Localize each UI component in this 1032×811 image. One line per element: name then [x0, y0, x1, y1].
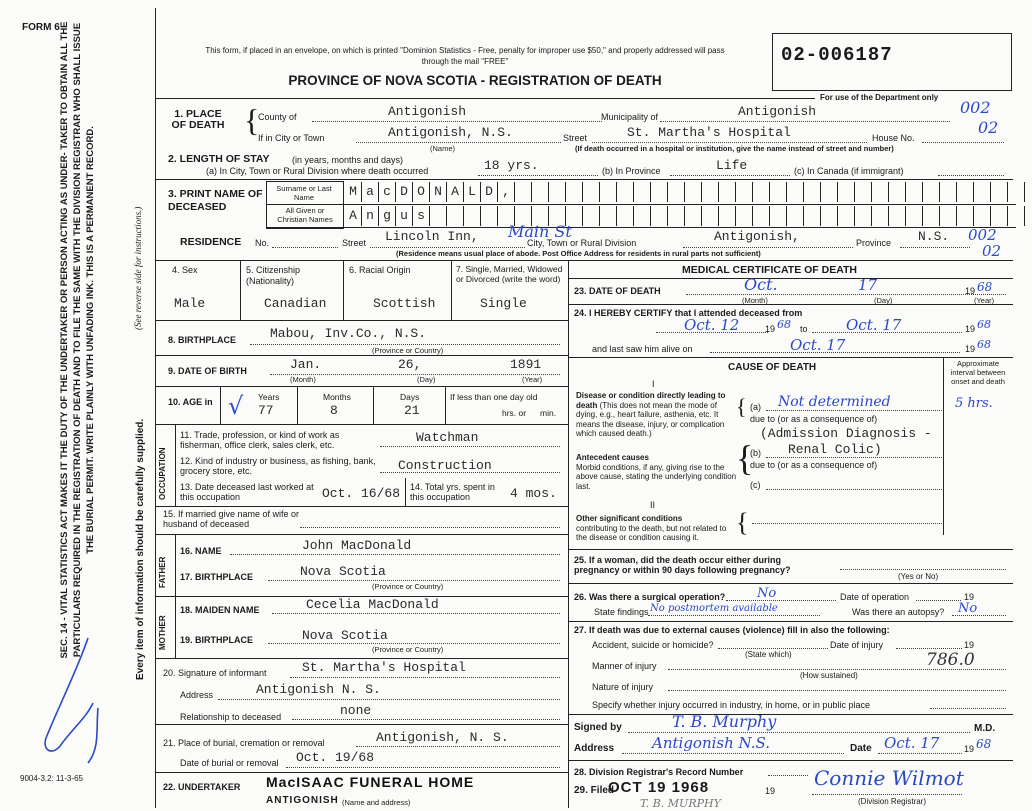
last-saw-prefix: 19: [965, 344, 976, 354]
mother-birthplace-value: Nova Scotia: [302, 628, 388, 643]
antecedent-desc: Antecedent causes Morbid conditions, if any, giving rise to the above cause, stating the underlying condition last.: [576, 453, 737, 491]
nature-label: Nature of injury: [592, 682, 654, 692]
given-letter-box: g: [379, 206, 396, 226]
days-label: Days: [400, 392, 420, 402]
dept-code-4: 02: [982, 242, 1002, 260]
informant-label: 20. Signature of informant: [163, 668, 267, 678]
city-label: If in City or Town: [258, 133, 325, 143]
surname-letter-box: [600, 182, 617, 202]
surname-letter-box: [923, 182, 940, 202]
min-label: min.: [540, 408, 557, 418]
surname-letter-box: [634, 182, 651, 202]
cause-a-value: Not determined: [778, 394, 891, 410]
given-letter-box: [872, 206, 889, 226]
given-letter-box: [430, 206, 447, 226]
informant-address-label: Address: [180, 690, 214, 700]
dob-month-label: (Month): [290, 375, 316, 384]
signed-label: Signed by: [574, 722, 622, 733]
racial-label: 6. Racial Origin: [349, 265, 411, 275]
autopsy-label: Was there an autopsy?: [852, 607, 945, 617]
consequence-a-label: due to (or as a consequence of): [750, 414, 878, 424]
surname-letter-box: D: [396, 182, 413, 202]
cause-c-label: (c): [750, 480, 761, 490]
specify-label: Specify whether injury occurred in industry, in home, or in public place: [592, 700, 870, 710]
given-letter-box: [957, 206, 974, 226]
other-desc: Other significant conditions contributing to the death, but not related to the disease or condition causing it.: [576, 514, 727, 542]
municipality-value: Antigonish: [738, 104, 817, 119]
father-birthplace-label: 17. BIRTHPLACE: [180, 572, 254, 582]
surname-letter-box: D: [481, 182, 498, 202]
mother-birthplace-label: 19. BIRTHPLACE: [180, 635, 254, 645]
surname-letter-box: [974, 182, 991, 202]
hrs-label: hrs. or: [502, 408, 527, 418]
given-letter-box: [685, 206, 702, 226]
trade-label: 11. Trade, profession, or kind of work as fisherman, office clerk, sales clerk, etc.: [180, 430, 340, 450]
surname-letter-box: [702, 182, 719, 202]
surname-letter-box: [566, 182, 583, 202]
death-date-month: Oct.: [744, 275, 778, 294]
residence-city-value: Antigonish,: [714, 229, 800, 244]
mother-birthplace-sub: (Province or Country): [372, 645, 444, 654]
dob-year-label: (Year): [522, 375, 543, 384]
certify-to-year: 68: [977, 318, 991, 331]
surgical-label: 26. Was there a surgical operation?: [574, 592, 726, 602]
surname-letter-box: [787, 182, 804, 202]
certify-to-label: to: [800, 324, 808, 334]
given-letter-box: [889, 206, 906, 226]
given-letter-box: [855, 206, 872, 226]
given-letter-box: [668, 206, 685, 226]
death-year-label: (Year): [974, 296, 995, 305]
residence-label: RESIDENCE: [180, 236, 242, 248]
filed-by: T. B. MURPHY: [640, 797, 721, 810]
cause-a-interval: 5 hrs.: [955, 396, 993, 411]
sign-date-value: Oct. 17: [884, 734, 940, 752]
street-value: St. Martha's Hospital: [627, 125, 791, 140]
page-title: PROVINCE OF NOVA SCOTIA - REGISTRATION OF DEATH: [288, 73, 662, 88]
brace: {: [244, 102, 260, 138]
given-letter-box: n: [362, 206, 379, 226]
residence-city-label: City, Town or Rural Division: [527, 238, 637, 248]
residence-province-label: Province: [856, 238, 892, 248]
name-section-label: 3. PRINT NAME OF DECEASED: [168, 188, 263, 213]
undertaker-sub: (Name and address): [342, 798, 411, 807]
informant-address-value: Antigonish N. S.: [256, 682, 381, 697]
mother-name-value: Cecelia MacDonald: [306, 597, 439, 612]
injury-date-label: Date of injury: [830, 640, 884, 650]
dob-day-label: (Day): [417, 375, 436, 384]
days-value: 21: [404, 403, 420, 418]
registrar-signature: Connie Wilmot: [814, 766, 964, 790]
marital-value: Single: [480, 296, 527, 311]
municipality-label: Municipality of: [601, 112, 659, 122]
interval-header: Approximate interval between onset and death: [950, 359, 1006, 386]
yes-no-label: (Yes or No): [898, 572, 939, 581]
mother-side-label: MOTHER: [158, 615, 167, 650]
residence-note: (Residence means usual place of abode. Post Office Address for residents in rural parts not sufficient): [396, 249, 761, 258]
sign-address-value: Antigonish N.S.: [652, 734, 770, 752]
surname-letter-box: [940, 182, 957, 202]
racial-value: Scottish: [373, 296, 436, 311]
dept-code-2: 02: [978, 118, 999, 137]
surname-letter-box: [838, 182, 855, 202]
residence-street-label: Street: [342, 238, 367, 248]
given-letter-box: [974, 206, 991, 226]
given-letter-box: [770, 206, 787, 226]
given-letter-box: u: [396, 206, 413, 226]
dob-year: 1891: [510, 357, 542, 372]
months-label: Months: [323, 392, 351, 402]
surname-letter-box: N: [430, 182, 447, 202]
dob-day: 26,: [398, 357, 422, 372]
industry-value: Construction: [398, 458, 492, 473]
sign-address-label: Address: [574, 743, 615, 754]
side-info: Every item of information should be carefully supplied.: [135, 418, 146, 680]
surname-letter-box: ,: [498, 182, 515, 202]
dept-code-1: 002: [960, 98, 991, 117]
section-i: I: [652, 379, 655, 389]
residence-street-value: Lincoln Inn,: [385, 229, 479, 244]
street-label: Street: [563, 133, 588, 143]
given-letter-box: [583, 206, 600, 226]
given-letter-box: [923, 206, 940, 226]
state-findings-label: State findings: [594, 607, 649, 617]
stay-label-note: (in years, months and days): [292, 155, 404, 165]
disease-desc: Disease or condition directly leading to death (This does not mean the mode of dying, e.g., heart failure, asthenia, etc. It means the disease, injury, or complication which caused death.): [576, 391, 726, 438]
certify-label: 24. I HEREBY CERTIFY that I attended deceased from: [574, 308, 803, 318]
last-saw-value: Oct. 17: [790, 336, 846, 354]
surname-letter-box: [685, 182, 702, 202]
residence-handwritten: Main St: [508, 222, 572, 241]
surname-boxes: [345, 182, 1025, 202]
given-letter-box: [736, 206, 753, 226]
burial-label: 21. Place of burial, cremation or removal: [163, 738, 325, 748]
registrar-label: (Division Registrar): [858, 797, 927, 806]
dept-code-3: 002: [968, 226, 997, 244]
sex-label: 4. Sex: [172, 265, 198, 275]
side-legal-text: SEC. 14 - VITAL STATISTICS ACT MAKES IT THE DUTY OF THE UNDERTAKER OR PERSON ACTING AS UNDER- TAKER TO OBTAIN ALL THE PARTICULARS REQUIRED IN THE REGISTRATION OF DEATH AND TO FILE THE SAME WITH THE DIVISION REGISTRAR WHO SHALL ISSUE THE BURIAL PERMIT. WRITE PLAINLY WITH UNFADING INK. THIS IS A PERMANENT RECORD.: [59, 21, 96, 659]
surname-letter-box: [889, 182, 906, 202]
burial-place-value: Antigonish, N. S.: [376, 730, 509, 745]
certify-from: Oct. 12: [684, 316, 740, 334]
given-letter-box: [702, 206, 719, 226]
stay-city-label: (a) In City, Town or Rural Division where death occurred: [206, 166, 429, 176]
last-saw-label: and last saw him alive on: [592, 344, 693, 354]
section-ii: II: [650, 500, 656, 510]
residence-province-value: N.S.: [918, 229, 950, 244]
side-note: (See reverse side for instructions.): [133, 206, 143, 330]
admission-diagnosis-1: (Admission Diagnosis -: [760, 426, 932, 441]
injury-date-prefix: 19: [964, 640, 975, 650]
hospital-note: (If death occurred in a hospital or institution, give the name instead of street and number): [575, 144, 894, 153]
sign-date-prefix: 19: [964, 744, 975, 754]
surname-letter-box: [617, 182, 634, 202]
total-yrs-label: 14. Total yrs. spent in this occupation: [410, 482, 495, 502]
medical-header: MEDICAL CERTIFICATE OF DEATH: [682, 264, 857, 276]
surname-letter-box: [804, 182, 821, 202]
form-id: FORM 6: [22, 22, 60, 33]
how-sustained-label: (How sustained): [800, 671, 858, 680]
sign-date-label: Date: [850, 743, 872, 754]
surname-letter-box: [549, 182, 566, 202]
left-border: [155, 8, 156, 808]
given-letter-box: [600, 206, 617, 226]
cause-header: CAUSE OF DEATH: [728, 362, 817, 373]
county-label: County of: [258, 112, 297, 122]
woman-label: 25. If a woman, did the death occur either during pregnancy or within 90 days following pregnancy?: [574, 555, 791, 575]
stay-province-label: (b) In Province: [602, 166, 661, 176]
given-letter-box: [906, 206, 923, 226]
registration-number: 02-006187: [781, 44, 893, 66]
stay-label: 2. LENGTH OF STAY: [168, 153, 270, 165]
manner-code: 786.0: [926, 650, 975, 670]
undertaker-city: ANTIGONISH: [266, 795, 339, 806]
stay-province-value: Life: [716, 158, 748, 173]
record-number-label: 28. Division Registrar's Record Number: [574, 767, 744, 777]
cause-a-label: (a): [750, 402, 761, 412]
dob-month: Jan.: [290, 357, 322, 372]
mother-name-label: 18. MAIDEN NAME: [180, 605, 260, 615]
years-label: Years: [258, 392, 280, 402]
autopsy-value: No: [958, 601, 978, 616]
surname-label: Surname or Last Name: [276, 184, 332, 202]
father-side-label: FATHER: [158, 556, 167, 588]
filed-stamp: OCT 19 1968: [608, 779, 710, 796]
certify-to-prefix: 19: [965, 324, 976, 334]
citizenship-value: Canadian: [264, 296, 327, 311]
undertaker-label: 22. UNDERTAKER: [163, 782, 241, 792]
father-name-label: 16. NAME: [180, 546, 222, 556]
surname-letter-box: [991, 182, 1008, 202]
given-letter-box: [634, 206, 651, 226]
given-boxes: [345, 206, 1025, 226]
given-letter-box: [481, 206, 498, 226]
death-day-label: (Day): [874, 296, 893, 305]
surname-letter-box: a: [362, 182, 379, 202]
name-sublabel: (Name): [430, 144, 456, 153]
certify-to: Oct. 17: [846, 316, 902, 334]
surname-letter-box: [719, 182, 736, 202]
dob-label: 9. DATE OF BIRTH: [168, 366, 247, 376]
surname-letter-box: [770, 182, 787, 202]
less-day-label: If less than one day old: [450, 392, 538, 402]
sign-date-year: 68: [976, 737, 992, 751]
death-date-year: 68: [977, 280, 993, 294]
death-month-label: (Month): [742, 296, 768, 305]
state-findings-value: No postmortem available: [650, 603, 778, 614]
md-label: M.D.: [974, 723, 996, 734]
occupation-side-label: OCCUPATION: [158, 447, 167, 500]
envelope-notice: This form, if placed in an envelope, on which is printed "Dominion Statistics - Free, penalty for improper use $50," and properly addressed will pass through the mail "FREE": [205, 46, 725, 66]
cause-b-label: (b): [750, 448, 761, 458]
stay-canada-label: (c) In Canada (if immigrant): [794, 166, 904, 176]
surname-letter-box: [736, 182, 753, 202]
last-worked-label: 13. Date deceased last worked at this occupation: [180, 482, 314, 502]
surname-letter-box: [532, 182, 549, 202]
given-letter-box: [991, 206, 1008, 226]
death-year-prefix: 19: [965, 286, 976, 296]
blue-signature-mark: [38, 628, 108, 778]
undertaker-stamp: MacISAAC FUNERAL HOME: [266, 774, 475, 790]
accident-label: Accident, suicide or homicide?: [592, 640, 714, 650]
burial-date-value: Oct. 19/68: [296, 750, 375, 765]
surname-letter-box: A: [447, 182, 464, 202]
surname-letter-box: L: [464, 182, 481, 202]
surname-letter-box: [515, 182, 532, 202]
manner-label: Manner of injury: [592, 661, 657, 671]
surname-letter-box: c: [379, 182, 396, 202]
registration-number-box: [772, 33, 1012, 91]
sex-value: Male: [174, 296, 206, 311]
given-letter-box: [838, 206, 855, 226]
relationship-label: Relationship to deceased: [180, 712, 282, 722]
surname-letter-box: [855, 182, 872, 202]
given-letter-box: [753, 206, 770, 226]
surname-letter-box: [872, 182, 889, 202]
given-letter-box: [617, 206, 634, 226]
city-value: Antigonish, N.S.: [388, 125, 513, 140]
surname-letter-box: M: [345, 182, 362, 202]
marital-label: 7. Single, Married, Widowed or Divorced (write the word): [456, 264, 563, 284]
married-label: 15. If married give name of wife or husband of deceased: [163, 509, 300, 529]
given-letter-box: [787, 206, 804, 226]
certify-from-prefix: 19: [765, 324, 776, 334]
surname-letter-box: [668, 182, 685, 202]
filed-prefix: 19: [765, 786, 776, 796]
given-letter-box: [464, 206, 481, 226]
given-letter-box: [804, 206, 821, 226]
birthplace-sub: (Province or Country): [372, 346, 444, 355]
father-birthplace-sub: (Province or Country): [372, 582, 444, 591]
age-checkmark: √: [228, 392, 244, 420]
total-yrs-value: 4 mos.: [510, 486, 557, 501]
dept-use-label: For use of the Department only: [820, 93, 939, 102]
surname-letter-box: [821, 182, 838, 202]
consequence-b-label: due to (or as a consequence of): [750, 460, 878, 470]
industry-label: 12. Kind of industry or business, as fishing, bank, grocery store, etc.: [180, 456, 376, 476]
given-letter-box: [447, 206, 464, 226]
state-which-label: (State which): [745, 650, 792, 659]
surgical-value: No: [757, 586, 777, 601]
citizenship-label: 5. Citizenship (Nationality): [246, 265, 301, 286]
last-saw-year: 68: [977, 338, 991, 351]
op-date-prefix: 19: [964, 592, 975, 602]
surname-letter-box: [753, 182, 770, 202]
years-value: 77: [258, 403, 274, 418]
given-letter-box: [651, 206, 668, 226]
age-label: 10. AGE in: [168, 397, 213, 407]
stay-city-value: 18 yrs.: [484, 158, 539, 173]
relationship-value: none: [340, 703, 372, 718]
signed-value: T. B. Murphy: [672, 712, 777, 731]
given-letter-box: [821, 206, 838, 226]
birthplace-value: Mabou, Inv.Co., N.S.: [270, 326, 427, 341]
admission-diagnosis-2: Renal Colic): [788, 442, 882, 457]
death-date-day: 17: [858, 276, 878, 294]
father-name-value: John MacDonald: [302, 538, 412, 553]
death-date-label: 23. DATE OF DEATH: [574, 286, 661, 296]
residence-no-label: No.: [255, 238, 270, 248]
surname-letter-box: [906, 182, 923, 202]
informant-value: St. Martha's Hospital: [302, 660, 466, 675]
given-label: All Given or Christian Names: [277, 206, 333, 224]
months-value: 8: [330, 403, 338, 418]
surname-letter-box: [651, 182, 668, 202]
external-label: 27. If death was due to external causes (violence) fill in also the following:: [574, 625, 890, 635]
surname-letter-box: [583, 182, 600, 202]
trade-value: Watchman: [416, 430, 479, 445]
certify-from-year: 68: [777, 318, 791, 331]
filed-label: 29. Filed: [574, 785, 615, 796]
given-letter-box: s: [413, 206, 430, 226]
surname-letter-box: O: [413, 182, 430, 202]
place-label: 1. PLACE OF DEATH: [171, 108, 225, 131]
house-label: House No.: [872, 133, 915, 143]
last-worked-value: Oct. 16/68: [322, 486, 401, 501]
given-letter-box: [1008, 206, 1025, 226]
given-letter-box: [940, 206, 957, 226]
birthplace-label: 8. BIRTHPLACE: [168, 335, 237, 345]
burial-date-label: Date of burial or removal: [180, 758, 279, 768]
op-date-label: Date of operation: [840, 592, 910, 602]
form-code: 9004-3.2: 11-3-65: [20, 774, 84, 783]
surname-letter-box: [1008, 182, 1025, 202]
surname-letter-box: [957, 182, 974, 202]
given-letter-box: [719, 206, 736, 226]
county-value: Antigonish: [388, 104, 467, 119]
given-letter-box: A: [345, 206, 362, 226]
father-birthplace-value: Nova Scotia: [300, 564, 386, 579]
